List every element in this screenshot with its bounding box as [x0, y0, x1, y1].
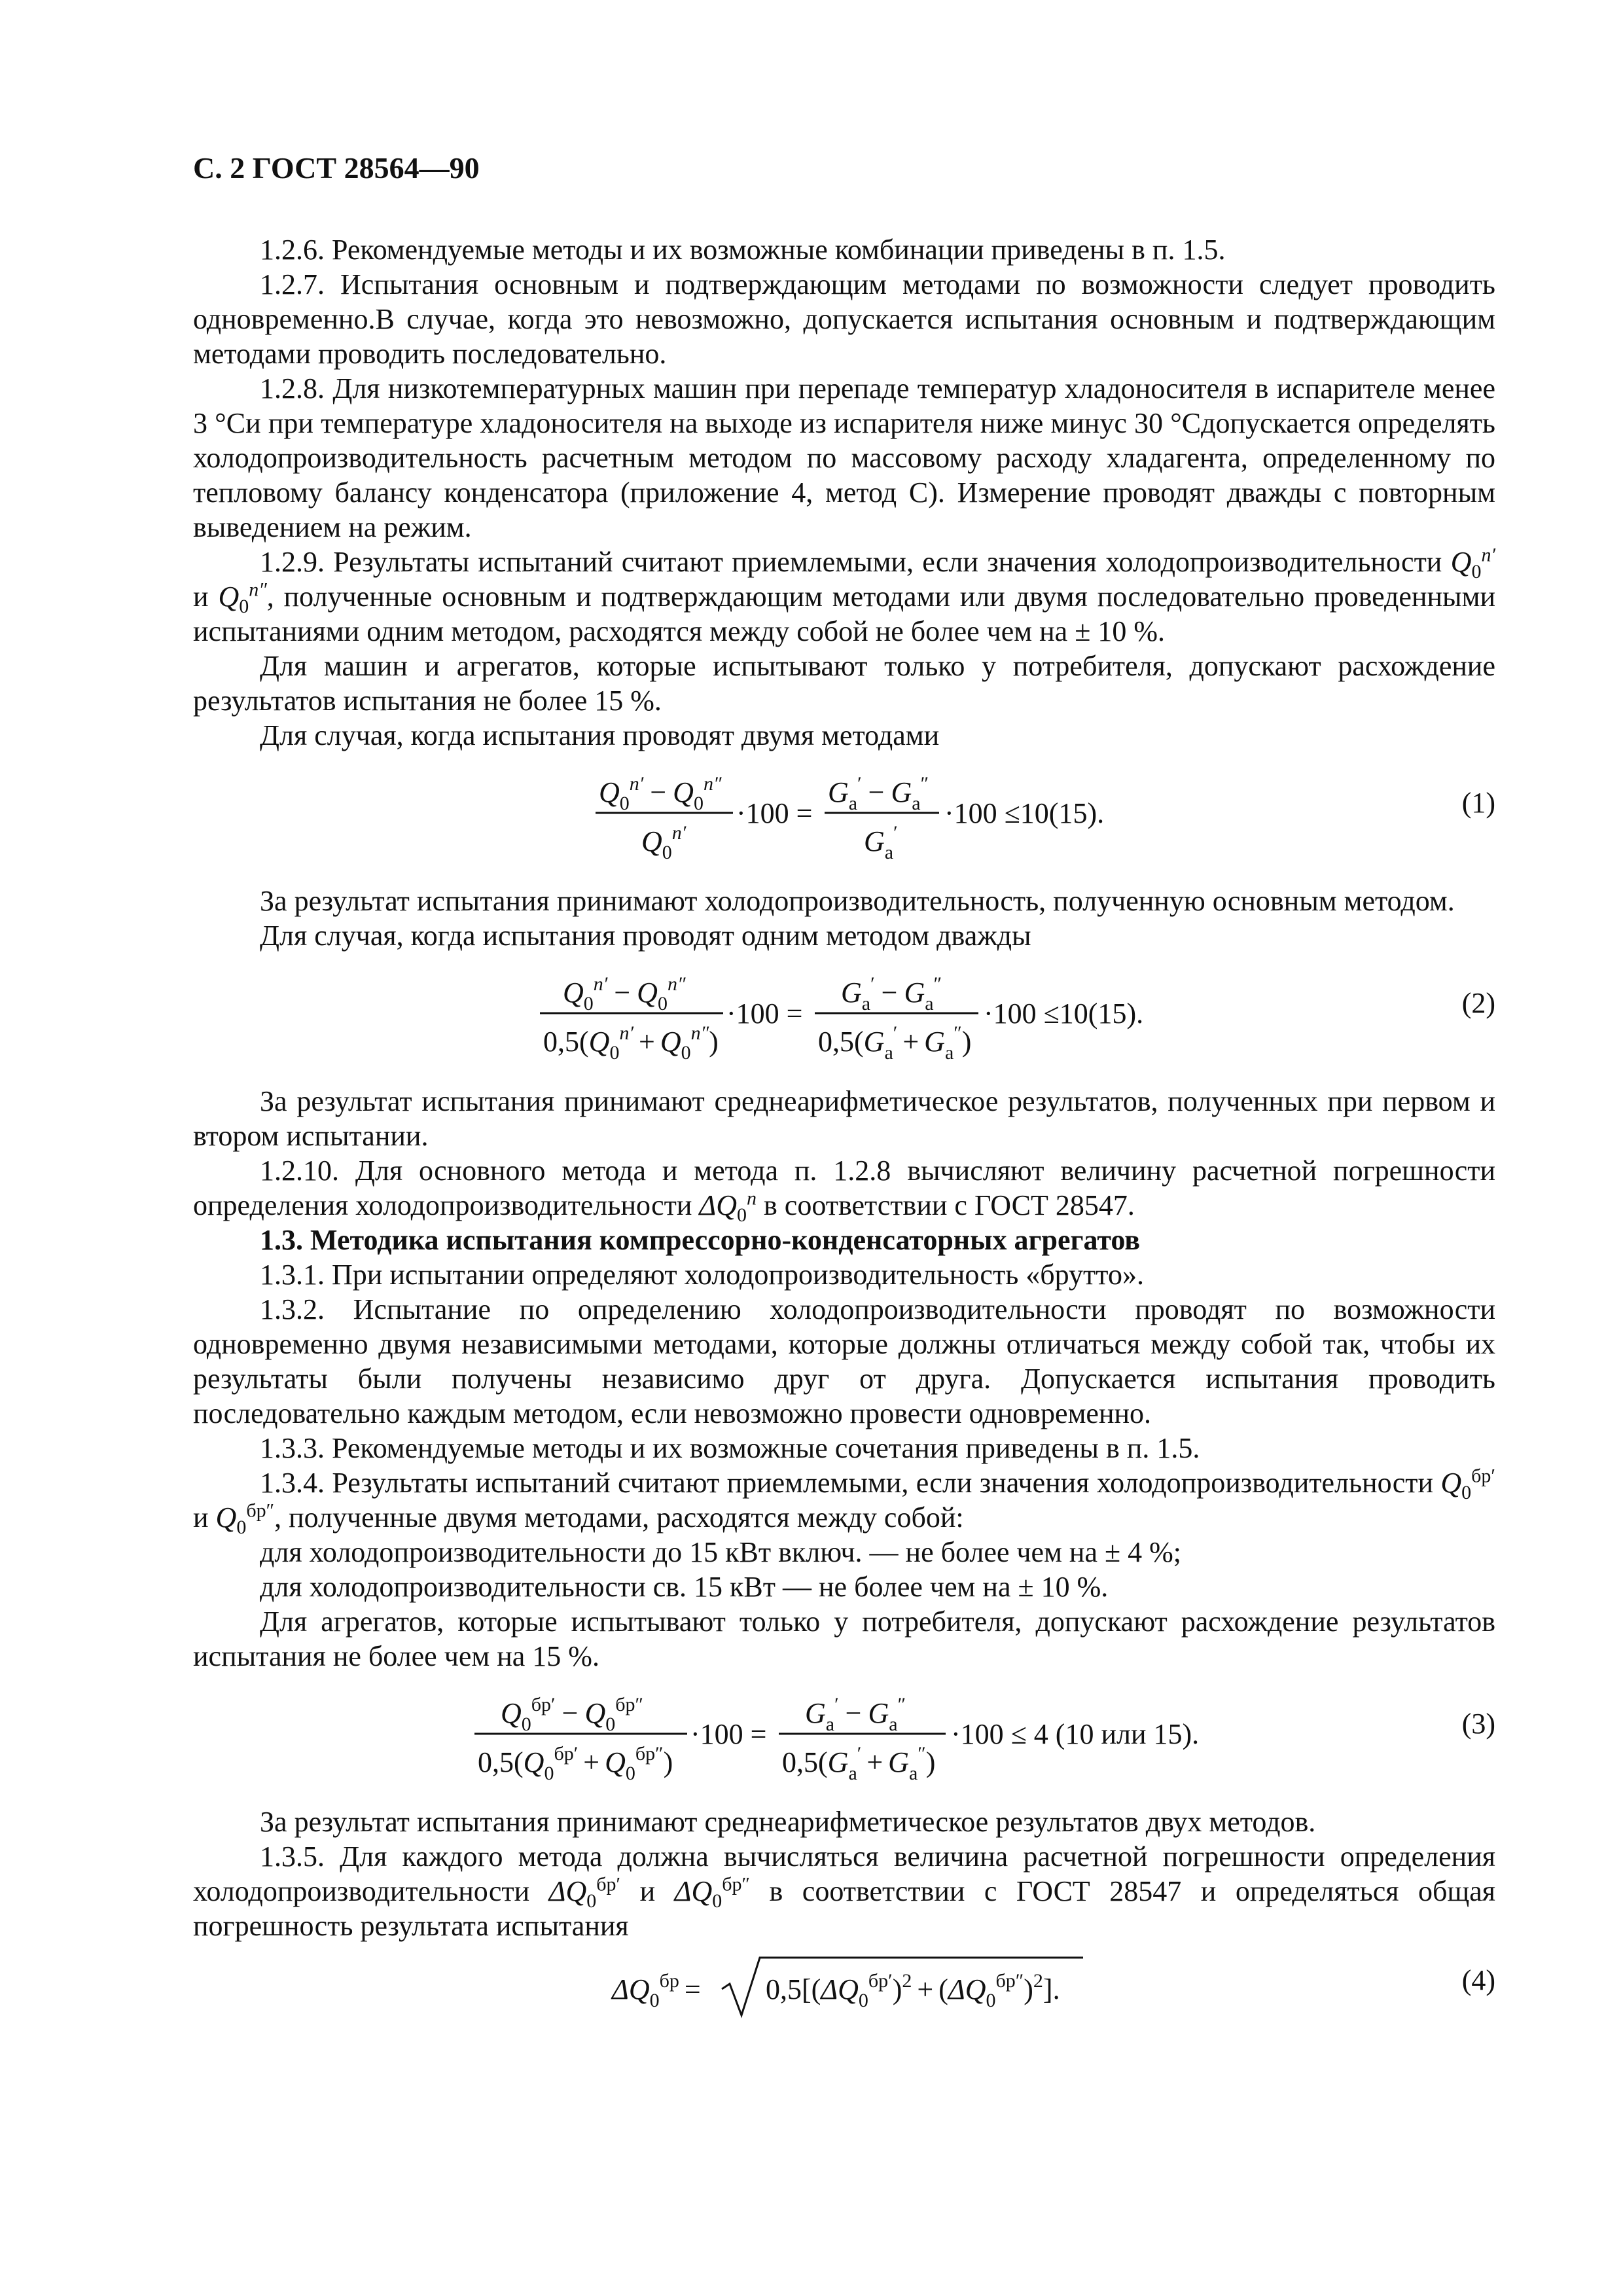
- svg-text:0,5(Gа′+Gа″): $0,5(G_а' + G_а'')$: [782, 1743, 936, 1784]
- svg-text:Q0n′−Q0n″: $Q_0^{n'} - Q_0^{n''}$: [599, 773, 722, 814]
- svg-text:0,5(Q0бр′+Q0бр″): $0,5(Q_0^{бр'} + Q_0^{бр''})$: [478, 1743, 673, 1784]
- paragraph-1-2-8: 1.2.8. Для низкотемпературных машин при перепаде температур хладоносителя в испарителе менее 3 °Си при температуре хладоносителя на выходе из испарителя ниже минус 30 °Сдопускается определять холодопроизводительность расчетным методом по массовому расходу хладагента, определенному по тепловому балансу конденсатора (приложение 4, метод С). Измерение проводят дважды с повторным выведением на режим.: [193, 372, 1495, 543]
- svg-text:·100 ≤10(15).: ·100 ≤10(15).: [984, 997, 1144, 1030]
- paragraph-result-two-methods: За результат испытания принимают среднеарифметическое результатов двух методов.: [260, 1806, 1316, 1838]
- paragraph-1-2-10: 1.2.10. Для основного метода и метода п. 1.2.8 вычисляют величину расчетной погрешности определения холодопроизводительности $\Delta Q_0^n$ в соответствии с ГОСТ 28547.: [193, 1155, 1495, 1226]
- svg-text:0,5(Gа′+Gа″): $0,5(G_а' + G_а'')$: [818, 1022, 972, 1064]
- svg-text:Gа′−Gа″: $G_а' - G_а''$: [841, 973, 942, 1014]
- svg-text:·100 =: ·100 =: [726, 997, 803, 1030]
- paragraph-1-3-5: 1.3.5. Для каждого метода должна вычисляться величина расчетной погрешности определения холодопроизводительности $\Delta Q_0^{бр'}$ и $\Delta Q_0^{бр''}$ в соответствии с ГОСТ 28547 и определяться общая погрешность результата испытания: [193, 1840, 1496, 1942]
- formula-3-svg: [193, 1674, 1495, 1804]
- svg-text:Gа′−Gа″: $G_а' - G_а''$: [828, 773, 929, 814]
- section-heading-1-3: 1.3. Методика испытания компрессорно-конденсаторных агрегатов: [260, 1224, 1141, 1256]
- formula-2: [193, 953, 1495, 1084]
- paragraph-result-main: За результат испытания принимают холодопроизводительность, полученную основным методом.: [260, 885, 1455, 917]
- formula-3-number: (3): [1461, 1708, 1495, 1740]
- svg-text:·100 ≤ 4 (10 или 15).: ·100 ≤ 4 (10 или 15).: [951, 1718, 1200, 1750]
- formula-1-number: (1): [1461, 787, 1495, 819]
- svg-text:Q0бр′−Q0бр″: $Q_0^{бр'} - Q_0^{бр''}$: [501, 1694, 643, 1735]
- formula-1-svg: [193, 753, 1495, 884]
- page-header: С. 2 ГОСТ 28564—90: [193, 151, 480, 185]
- svg-text:Q0n′−Q0n″: $Q_0^{n'} - Q_0^{n''}$: [563, 973, 686, 1014]
- paragraph-aggregates-consumer: Для агрегатов, которые испытывают только у потребителя, допускают расхождение результатов испытания не более чем на 15 %.: [193, 1605, 1495, 1672]
- paragraph-limit-over-15kw: для холодопроизводительности св. 15 кВт — не более чем на ± 10 %.: [260, 1571, 1109, 1603]
- paragraph-1-2-9: 1.2.9. Результаты испытаний считают приемлемыми, если значения холодопроизводительности $Q_0^{n'}$ и $Q_0^{n''}$, полученные основным и подтверждающим методами или двумя последовательно проведенными испытаниями одним методом, расходятся между собой не более чем на ± 10 %.: [193, 544, 1496, 647]
- svg-text:·100 =: ·100 =: [736, 797, 813, 829]
- svg-text:Q0n′: $Q_0^{n'}$: [641, 822, 687, 863]
- paragraph-1-2-6: 1.2.6. Рекомендуемые методы и их возможные комбинации приведены в п. 1.5.: [260, 234, 1226, 266]
- svg-text:Gа′−Gа″: $G_а' - G_а''$: [805, 1694, 906, 1735]
- svg-text:·100 ≤10(15).: ·100 ≤10(15).: [944, 797, 1105, 829]
- svg-text:Gа′: $G_а'$: [864, 822, 898, 863]
- paragraph-result-mean: За результат испытания принимают среднеарифметическое результатов, полученных при первом и втором испытании.: [193, 1085, 1495, 1152]
- paragraph-consumer: Для машин и агрегатов, которые испытывают только у потребителя, допускают расхождение результатов испытания не более 15 %.: [193, 650, 1495, 717]
- svg-text:ΔQ0бр=: $\Delta Q_0^{бр}$ =: [612, 1970, 701, 2011]
- formula-3: [193, 1674, 1495, 1804]
- formula-2-svg: [193, 953, 1495, 1084]
- paragraph-1-3-1: 1.3.1. При испытании определяют холодопроизводительность «брутто».: [260, 1259, 1144, 1291]
- formula-4-number: (4): [1461, 1964, 1495, 1996]
- paragraph-1-3-4: 1.3.4. Результаты испытаний считают приемлемыми, если значения холодопроизводительности $Q_0^{бр'}$ и $Q_0^{бр''}$, полученные двумя методами, расходятся между собой:: [193, 1465, 1495, 1538]
- formula-4: [193, 1943, 1495, 2041]
- formula-1: [193, 753, 1495, 884]
- paragraph-two-methods: Для случая, когда испытания проводят двумя методами: [260, 719, 940, 751]
- document-body: [193, 232, 1495, 2041]
- paragraph-limit-15kw: для холодопроизводительности до 15 кВт включ. — не более чем на ± 4 %;: [260, 1536, 1182, 1568]
- formula-2-number: (2): [1461, 987, 1495, 1019]
- paragraph-one-method: Для случая, когда испытания проводят одним методом дважды: [260, 920, 1031, 952]
- svg-text:0,5(Q0n′+Q0n″): $0,5(Q_0^{n'} + Q_0^{n''})$: [543, 1022, 719, 1064]
- svg-text:·100 =: ·100 =: [690, 1718, 767, 1750]
- paragraph-1-3-3: 1.3.3. Рекомендуемые методы и их возможные сочетания приведены в п. 1.5.: [260, 1432, 1200, 1464]
- svg-text:0,5[(ΔQ0бр′)2+(ΔQ0бр″)2].: $0,5[(\Delta Q_0^{бр'})^2 + (\Delta Q_0^{бр''})^2]$.: [766, 1970, 1060, 2011]
- paragraph-1-2-7: 1.2.7. Испытания основным и подтверждающим методами по возможности следует проводить одновременно.В случае, когда это невозможно, допускается испытания основным и подтверждающим методами проводить последовательно.: [193, 268, 1495, 370]
- paragraph-1-3-2: 1.3.2. Испытание по определению холодопроизводительности проводят по возможности одновременно двумя независимыми методами, которые должны отличаться между собой так, чтобы их результаты были получены независимо друг от друга. Допускается испытания проводить последовательно каждым методом, если невозможно провести одновременно.: [193, 1293, 1495, 1429]
- formula-4-svg: [193, 1943, 1495, 2041]
